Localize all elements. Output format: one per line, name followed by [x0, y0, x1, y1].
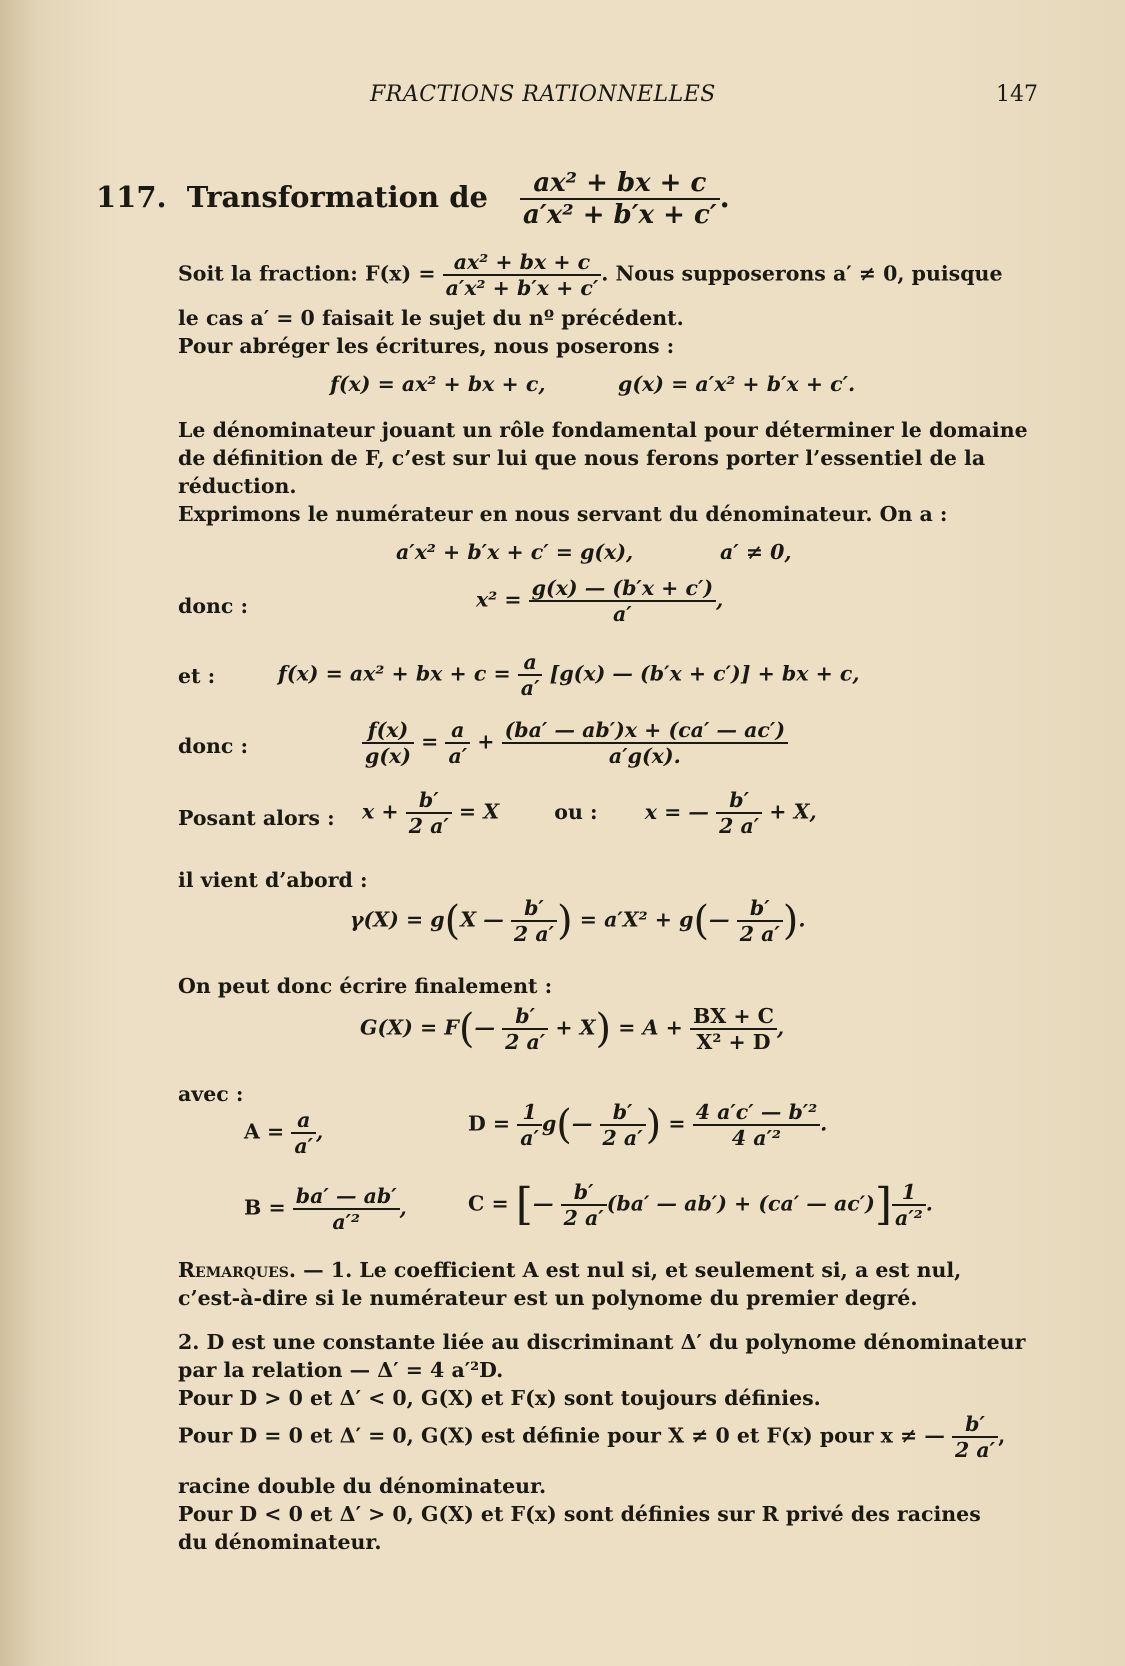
remark-1-line-1: Remarques. — 1. Le coefficient A est nul si, et seulement si, a est nul,: [178, 1258, 962, 1282]
remark-2-line-2: par la relation — Δ′ = 4 a′²D.: [178, 1358, 504, 1382]
eq-G-of-X: G(X) = F(— $\frac{b'}{2 a'}$ + X) = A + $\frac{BX + C}{\text{X² + D}}$ ,: [360, 1004, 785, 1054]
eq-D: D = $\frac{1}{a'}$ g(— $\frac{b'}{2 a'}$ ) = $\frac{\text{4 a′c′ — b′²}}{\text{4 a′²}}$ .: [468, 1100, 828, 1150]
page-number: 147: [996, 82, 1038, 107]
intro-line-2: le cas a′ = 0 faisait le sujet du nº précédent.: [178, 306, 684, 330]
eq-gamma: γ(X) = g(X — $\frac{b'}{2 a'}$ ) = a′X² + g(— $\frac{b'}{2 a'}$ ).: [350, 896, 806, 946]
eq-a-nonzero: a′ ≠ 0,: [720, 540, 792, 564]
eq-ratio: $\frac{f(x)}{g(x)}$ = $\frac{a}{a'}$ + $\frac{(ba' — ab')x + (ca' — ac')}{a'g(x).}$: [362, 718, 788, 768]
remark-2-line-1: 2. D est une constante liée au discriminant Δ′ du polynome dénominateur: [178, 1330, 1026, 1354]
eq-f-expanded: f(x) = ax² + bx + c = $\frac{a}{a'}$ [g(x) — (b′x + c′)] + bx + c,: [278, 650, 860, 700]
eq-g-def: g(x) = a′x² + b′x + c′.: [618, 372, 856, 396]
section-title: Transformation de: [186, 180, 488, 214]
remark-2-line-7: du dénominateur.: [178, 1530, 382, 1554]
label-posant: Posant alors :: [178, 806, 335, 830]
remark-2-line-4: Pour D = 0 et Δ′ = 0, G(X) est définie pour X ≠ 0 et F(x) pour x ≠ — $\frac{b'}{2 a'}$ ,: [178, 1412, 1006, 1462]
label-donc-1: donc :: [178, 594, 249, 618]
final-text: On peut donc écrire finalement :: [178, 974, 553, 998]
remark-1-line-2: c’est-à-dire si le numérateur est un polynome du premier degré.: [178, 1286, 918, 1310]
intro-line-3: Pour abréger les écritures, nous poserons :: [178, 334, 675, 358]
para-denom-line-4: Exprimons le numérateur en nous servant du dénominateur. On a :: [178, 502, 948, 526]
remark-2-line-5: racine double du dénominateur.: [178, 1474, 547, 1498]
intro-fraction: $\frac{\text{ax² + bx + c}}{\text{a′x² + b′x + c′}}$: [443, 250, 602, 300]
intro-line-1: Soit la fraction: F(x) = $\frac{\text{ax² + bx + c}}{\text{a′x² + b′x + c′}}$ . Nous supposerons a′ ≠ 0, puisque: [178, 250, 1003, 300]
eq-A: A = $\frac{a}{a'}$ ,: [244, 1108, 324, 1158]
vient-text: il vient d’abord :: [178, 868, 368, 892]
label-avec: avec :: [178, 1082, 244, 1106]
remark-2-line-3: Pour D > 0 et Δ′ < 0, G(X) et F(x) sont toujours définies.: [178, 1386, 821, 1410]
eq-f-def: f(x) = ax² + bx + c,: [330, 372, 546, 396]
para-denom-line-3: réduction.: [178, 474, 297, 498]
section-heading: 117. Transformation de $\frac{\text{ax² + bx + c}}{\text{a′x² + b′x + c′}}$ .: [96, 168, 730, 230]
eq-C: C = [— $\frac{b'}{2 a'}$ (ba′ — ab′) + (ca′ — ac′)] $\frac{1}{\text{a′²}}$ .: [468, 1179, 933, 1230]
eq-B: B = $\frac{ba' — ab'}{\text{a′²}}$ ,: [244, 1184, 407, 1234]
para-denom-line-2: de définition de F, c’est sur lui que nous ferons porter l’essentiel de la: [178, 446, 986, 470]
para-denom-line-1: Le dénominateur jouant un rôle fondamental pour déterminer le domaine: [178, 418, 1028, 442]
running-header: FRACTIONS RATIONNELLES: [370, 82, 716, 107]
label-donc-2: donc :: [178, 734, 249, 758]
eq-g-x: a′x² + b′x + c′ = g(x),: [396, 540, 634, 564]
eq-x-squared: x² = $\frac{g(x) — (b'x + c')}{a'}$ ,: [476, 576, 724, 626]
section-number: 117.: [96, 180, 167, 214]
remark-2-line-6: Pour D < 0 et Δ′ > 0, G(X) et F(x) sont définies sur R privé des racines: [178, 1502, 981, 1526]
remarques-label: Remarques.: [178, 1258, 297, 1282]
eq-substitution: x + $\frac{b'}{2 a'}$ = X ou : x = — $\frac{b'}{2 a'}$ + X,: [362, 788, 817, 838]
section-fraction: $\frac{\text{ax² + bx + c}}{\text{a′x² + b′x + c′}}$: [520, 168, 720, 230]
label-et: et :: [178, 664, 216, 688]
